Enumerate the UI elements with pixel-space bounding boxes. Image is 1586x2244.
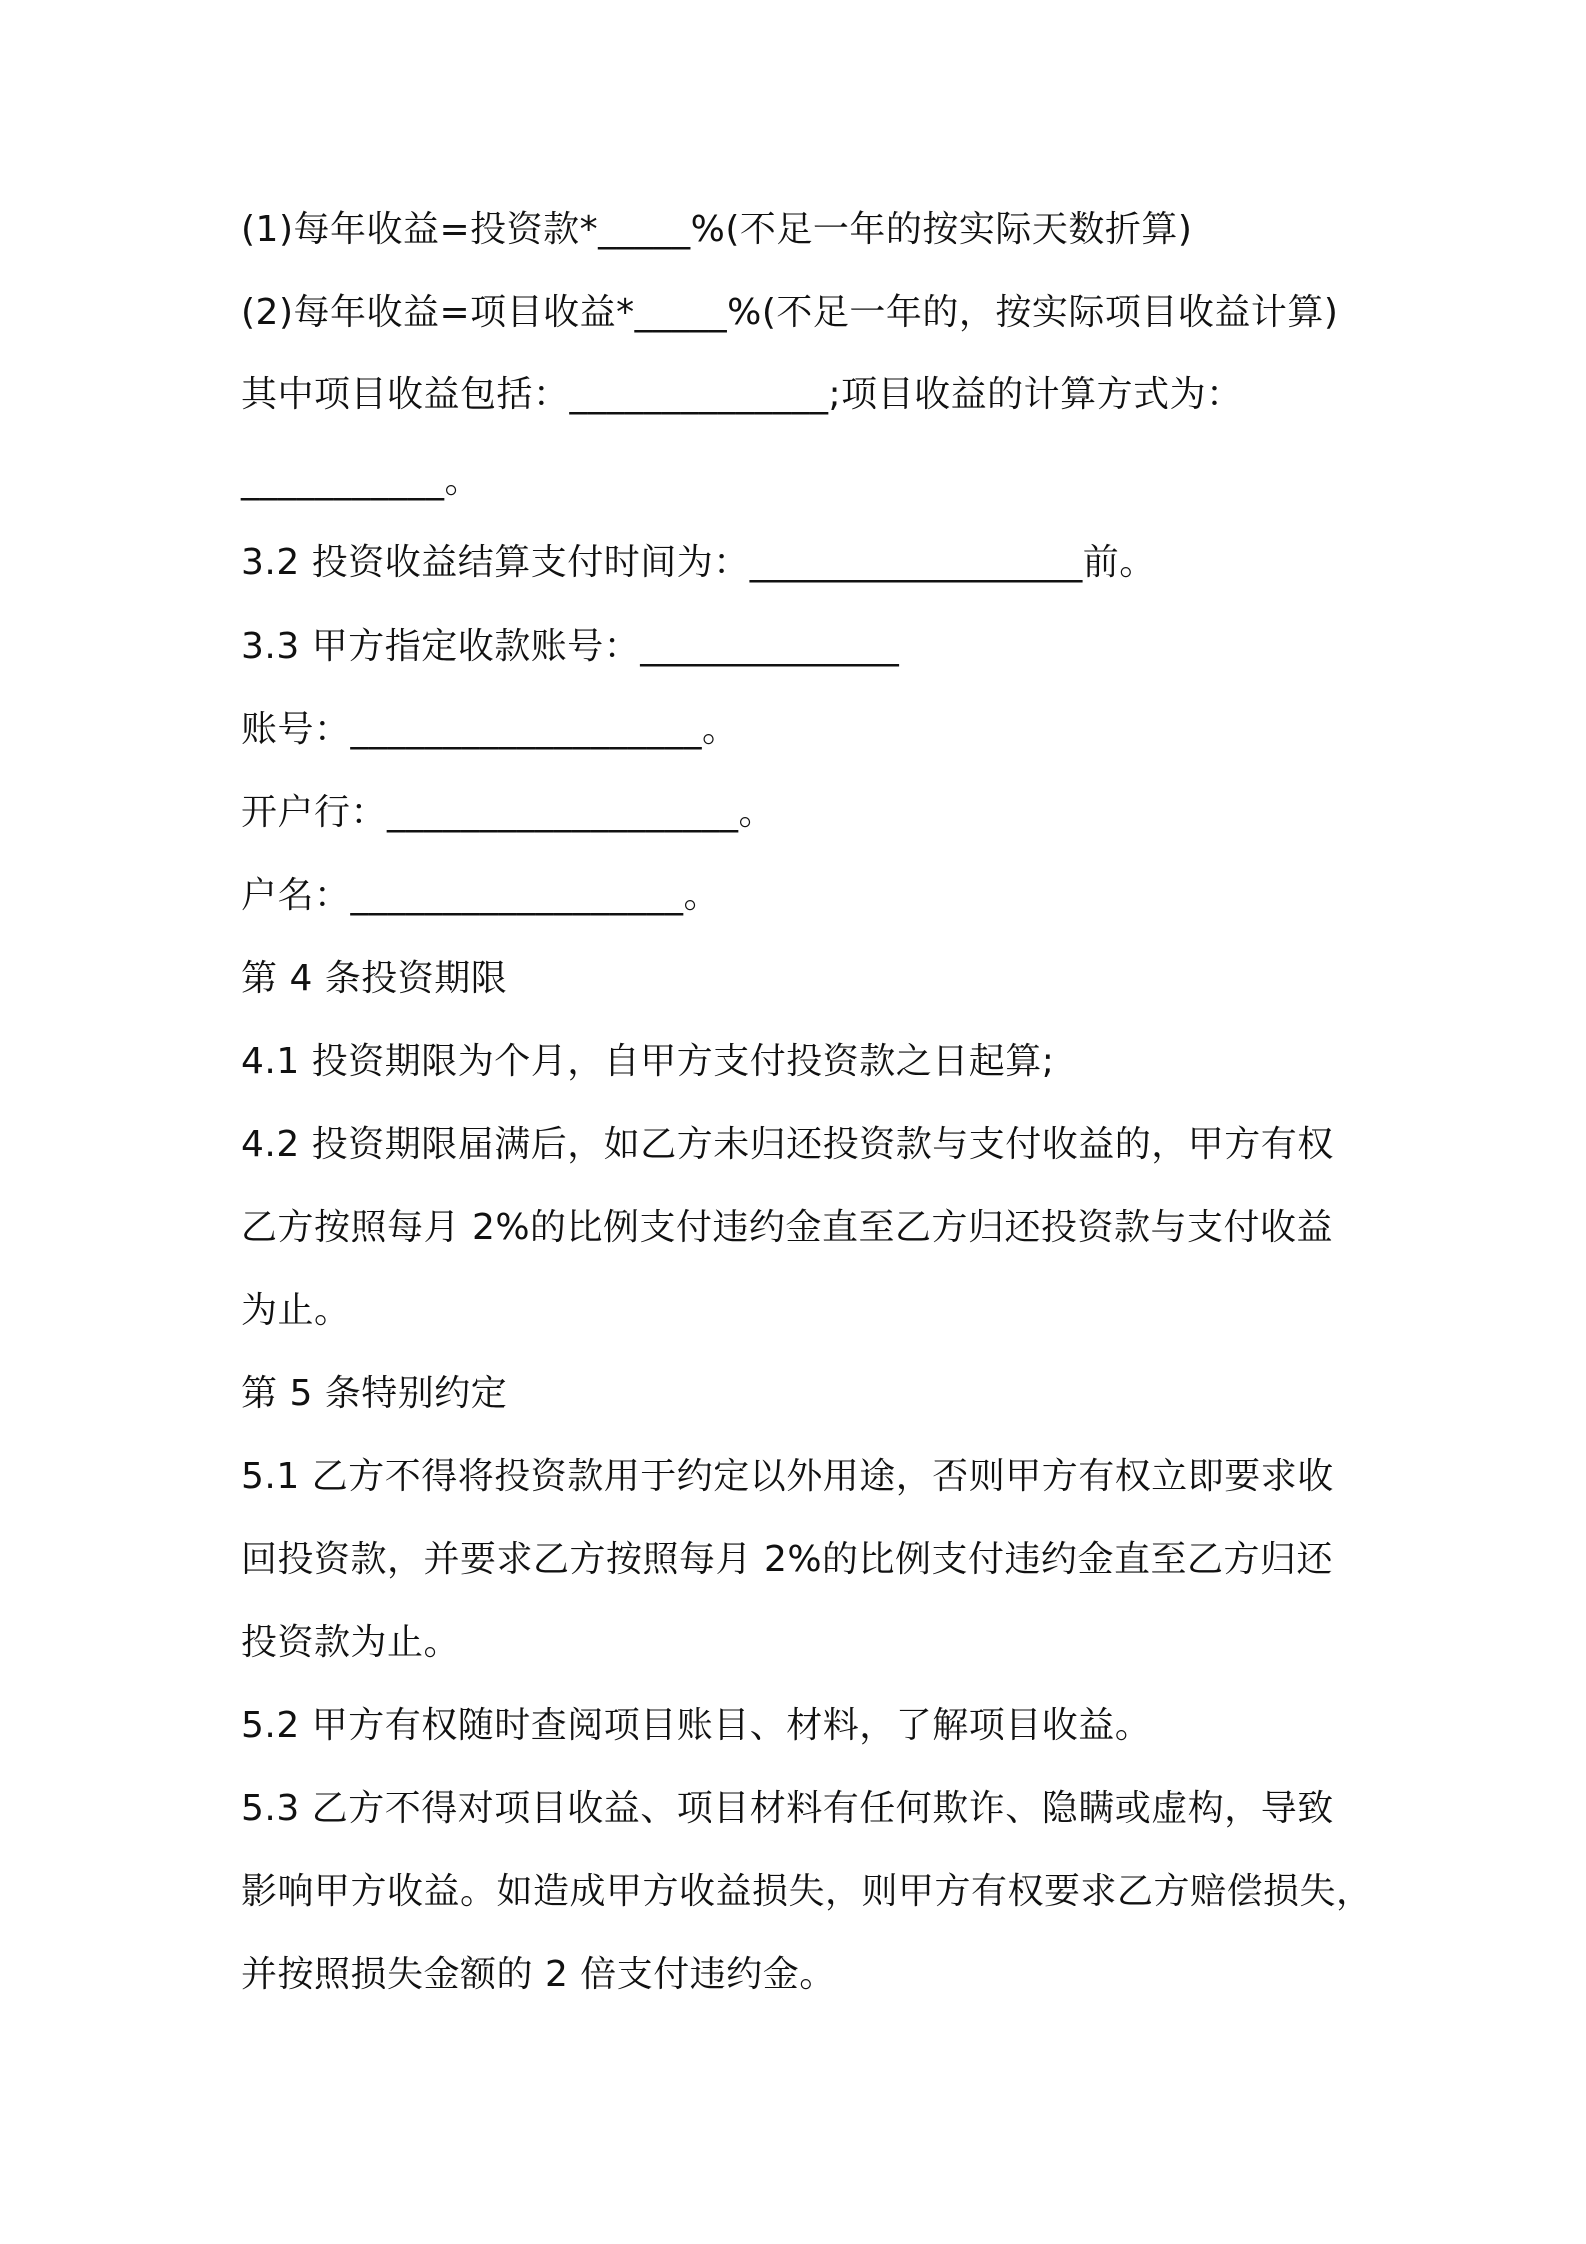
clause-5-1-line-2: 回投资款，并要求乙方按照每月 2%的比例支付违约金直至乙方归还 <box>241 1539 1334 1580</box>
clause-5-1-line-1: 5.1 乙方不得将投资款用于约定以外用途，否则甲方有权立即要求收 <box>241 1456 1334 1497</box>
account-name-field: 户名：__________________。 <box>241 875 721 916</box>
account-number-field: 账号：___________________。 <box>241 709 739 750</box>
clause-3-2: 3.2 投资收益结算支付时间为：__________________前。 <box>241 542 1156 583</box>
clause-5-3-line-2: 影响甲方收益。如造成甲方收益损失，则甲方有权要求乙方赔偿损失， <box>241 1871 1373 1912</box>
project-income-calculation-blank: ___________。 <box>241 460 482 501</box>
clause-4-2-line-2: 乙方按照每月 2%的比例支付违约金直至乙方归还投资款与支付收益 <box>241 1207 1334 1248</box>
project-income-definition: 其中项目收益包括：______________;项目收益的计算方式为： <box>241 374 1243 415</box>
article-5-heading: 第 5 条特别约定 <box>241 1373 508 1414</box>
clause-5-3-line-1: 5.3 乙方不得对项目收益、项目材料有任何欺诈、隐瞒或虚构，导致 <box>241 1788 1334 1829</box>
clause-3-3: 3.3 甲方指定收款账号：______________ <box>241 626 900 667</box>
article-4-heading: 第 4 条投资期限 <box>241 958 508 999</box>
clause-3-1-formula-2: (2)每年收益=项目收益*_____%(不足一年的，按实际项目收益计算) <box>241 292 1339 333</box>
clause-4-2-line-3: 为止。 <box>241 1290 351 1331</box>
clause-5-2: 5.2 甲方有权随时查阅项目账目、材料，了解项目收益。 <box>241 1705 1152 1746</box>
clause-4-1: 4.1 投资期限为个月，自甲方支付投资款之日起算; <box>241 1041 1055 1082</box>
clause-5-3-line-3: 并按照损失金额的 2 倍支付违约金。 <box>241 1954 836 1995</box>
bank-field: 开户行：___________________。 <box>241 792 776 833</box>
clause-5-1-line-3: 投资款为止。 <box>241 1622 461 1663</box>
clause-3-1-formula-1: (1)每年收益=投资款*_____%(不足一年的按实际天数折算) <box>241 209 1193 250</box>
clause-4-2-line-1: 4.2 投资期限届满后，如乙方未归还投资款与支付收益的，甲方有权 <box>241 1124 1334 1165</box>
